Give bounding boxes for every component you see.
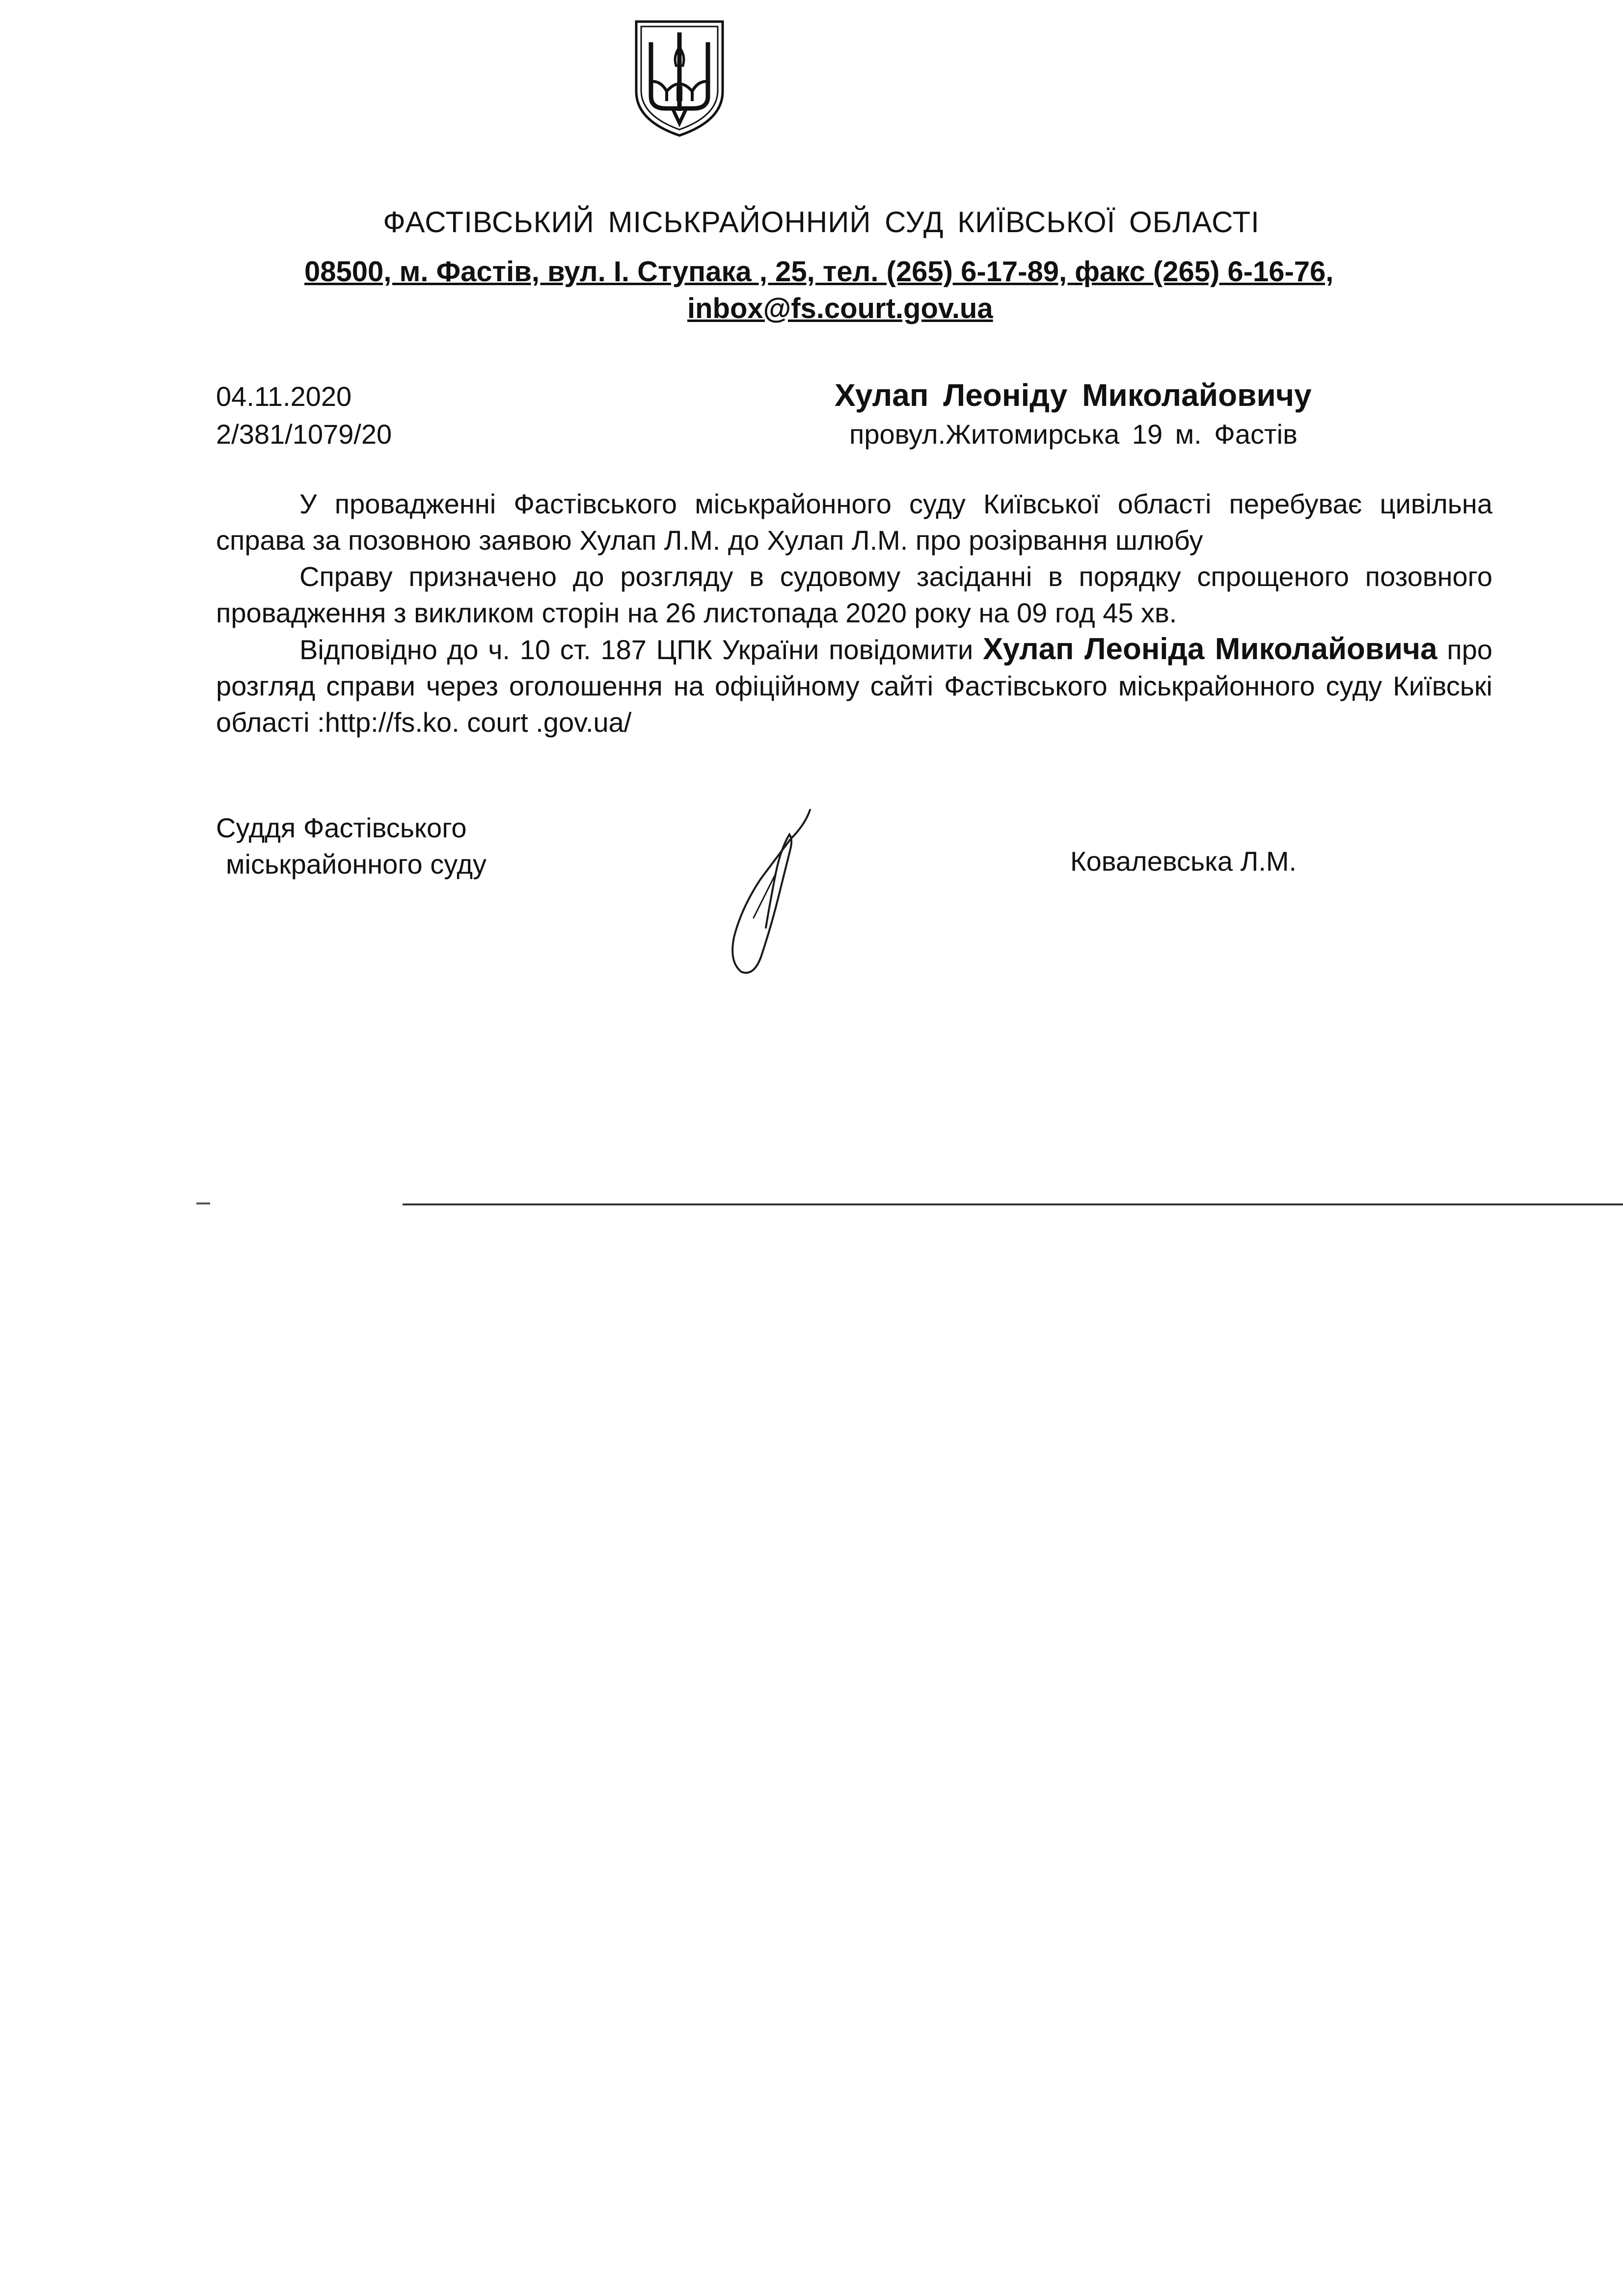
document-reference-number: 2/381/1079/20 <box>216 419 392 450</box>
document-date: 04.11.2020 <box>216 381 352 412</box>
paragraph-case-info: У провадженні Фастівського міськрайонного суду Київської області перебуває цивільна справа за позовною заявою Хулап Л.М. до Хулап Л.М. про розірвання шлюбу <box>216 488 1492 556</box>
judge-title <box>216 810 487 882</box>
judge-title-line-2: міськрайонного суду <box>226 849 487 880</box>
paragraph-notification <box>216 631 1492 741</box>
judge-name: Ковалевська Л.М. <box>1070 846 1297 877</box>
notification-text-end: про розгляд справи через оголошення на офіційному сайті Фастівського міськрайонного суду Київські області :http://fs.ko. court .gov.ua/ <box>216 634 1493 738</box>
notification-text-start: Відповідно до ч. 10 ст. 187 ЦПК України повідомити <box>299 634 983 665</box>
scan-artifact-line <box>403 1203 1623 1205</box>
recipient-address: провул.Житомирська 19 м. Фастів <box>849 419 1298 450</box>
court-address: 08500, м. Фастів, вул. І. Ступака , 25, тел. (265) 6-17-89, факс (265) 6-16-76, <box>304 256 1334 288</box>
paragraph-hearing-date: Справу призначено до розгляду в судовому засіданні в порядку спрощеного позовного провадження з викликом сторін на 26 листопада 2020 року на 09 год 45 хв. <box>216 561 1492 628</box>
court-email-link[interactable]: inbox@fs.court.gov.ua <box>687 293 993 324</box>
judge-title-line-1: Суддя Фастівського <box>216 812 467 843</box>
letter-body <box>216 486 1492 741</box>
court-name: ФАСТІВСЬКИЙ МІСЬКРАЙОННИЙ СУД КИЇВСЬКОЇ ОБЛАСТІ <box>383 206 1260 239</box>
coat-of-arms-icon <box>631 18 728 139</box>
scan-artifact-dash <box>196 1202 210 1204</box>
notified-person-name: Хулап Леоніда Миколайовича <box>983 632 1437 666</box>
recipient-name: Хулап Леоніду Миколайовичу <box>835 377 1312 413</box>
handwritten-signature <box>707 805 835 982</box>
